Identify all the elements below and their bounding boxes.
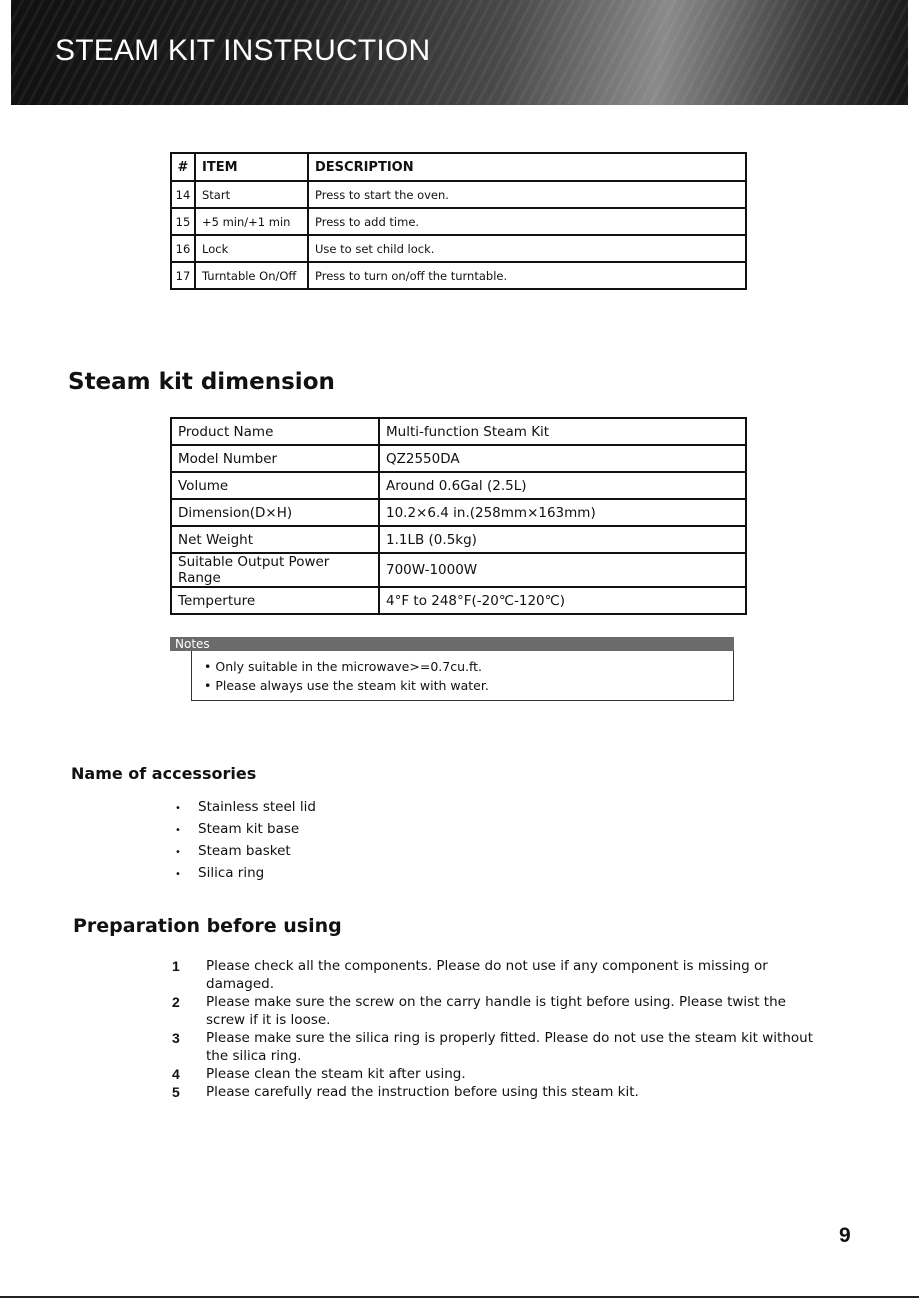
step-text: Please carefully read the instruction before using this steam kit. — [206, 1084, 639, 1100]
table-row — [171, 208, 746, 235]
list-item — [172, 957, 822, 993]
column-header-item: ITEM — [195, 153, 308, 181]
cell-number: 17 — [171, 262, 195, 289]
page-title: STEAM KIT INSTRUCTION — [55, 34, 431, 67]
cell-item: Start — [195, 181, 308, 208]
table-row — [171, 445, 746, 472]
spec-label: Volume — [171, 472, 379, 499]
accessories-heading: Name of accessories — [71, 764, 257, 783]
spec-value: Multi-function Steam Kit — [379, 418, 746, 445]
spec-label: Suitable Output Power Range — [171, 553, 379, 587]
preparation-steps — [172, 957, 822, 1101]
table-row — [171, 472, 746, 499]
bullet-icon: • — [175, 847, 181, 858]
bottom-divider — [0, 1296, 919, 1298]
spec-value: 1.1LB (0.5kg) — [379, 526, 746, 553]
cell-description: Use to set child lock. — [308, 235, 746, 262]
bullet-icon: • — [204, 659, 216, 674]
column-header-description: DESCRIPTION — [308, 153, 746, 181]
step-text: Please clean the steam kit after using. — [206, 1066, 466, 1082]
bullet-icon: • — [175, 803, 181, 814]
step-number: 1 — [172, 958, 180, 974]
table-row — [171, 181, 746, 208]
cell-number: 16 — [171, 235, 195, 262]
table-row — [171, 526, 746, 553]
notes-content — [191, 651, 734, 701]
cell-item: Turntable On/Off — [195, 262, 308, 289]
cell-description: Press to add time. — [308, 208, 746, 235]
spec-value: QZ2550DA — [379, 445, 746, 472]
table-row — [171, 553, 746, 587]
column-header-number: # — [171, 153, 195, 181]
cell-number: 15 — [171, 208, 195, 235]
notes-box — [170, 637, 734, 701]
control-items-table — [170, 152, 747, 290]
accessory-name: Steam basket — [198, 843, 291, 859]
list-item — [204, 676, 733, 695]
table-row — [171, 499, 746, 526]
table-row — [171, 418, 746, 445]
dimension-table — [170, 417, 747, 615]
notes-label: Notes — [170, 637, 734, 651]
cell-item: Lock — [195, 235, 308, 262]
table-row — [171, 235, 746, 262]
step-text: Please make sure the screw on the carry handle is tight before using. Please twist the screw if it is loose. — [206, 994, 786, 1028]
preparation-heading: Preparation before using — [73, 915, 342, 937]
spec-label: Dimension(D×H) — [171, 499, 379, 526]
bullet-icon: • — [175, 825, 181, 836]
cell-number: 14 — [171, 181, 195, 208]
step-number: 4 — [172, 1066, 180, 1082]
list-item — [175, 797, 316, 819]
bullet-icon: • — [204, 678, 216, 693]
dimension-heading: Steam kit dimension — [68, 369, 335, 395]
list-item — [175, 863, 316, 885]
step-text: Please check all the components. Please do not use if any component is missing or damaged. — [206, 958, 768, 992]
accessory-name: Steam kit base — [198, 821, 300, 837]
list-item — [172, 1029, 822, 1065]
table-row — [171, 587, 746, 614]
step-text: Please make sure the silica ring is properly fitted. Please do not use the steam kit without the silica ring. — [206, 1030, 813, 1064]
cell-description: Press to turn on/off the turntable. — [308, 262, 746, 289]
list-item — [204, 657, 733, 676]
spec-label: Temperture — [171, 587, 379, 614]
cell-item: +5 min/+1 min — [195, 208, 308, 235]
accessory-name: Stainless steel lid — [198, 799, 316, 815]
accessories-list — [175, 797, 316, 885]
spec-label: Net Weight — [171, 526, 379, 553]
page-number: 9 — [839, 1224, 851, 1247]
list-item — [172, 993, 822, 1029]
step-number: 3 — [172, 1030, 180, 1046]
list-item — [175, 841, 316, 863]
table-row — [171, 262, 746, 289]
cell-description: Press to start the oven. — [308, 181, 746, 208]
note-text: Please always use the steam kit with water. — [215, 678, 489, 693]
accessory-name: Silica ring — [198, 865, 265, 881]
note-text: Only suitable in the microwave>=0.7cu.ft. — [215, 659, 483, 674]
spec-label: Model Number — [171, 445, 379, 472]
spec-value: 700W-1000W — [379, 553, 746, 587]
list-item — [172, 1065, 822, 1083]
spec-value: 10.2×6.4 in.(258mm×163mm) — [379, 499, 746, 526]
list-item — [172, 1083, 822, 1101]
list-item — [175, 819, 316, 841]
table-header-row — [171, 153, 746, 181]
step-number: 2 — [172, 994, 180, 1010]
spec-label: Product Name — [171, 418, 379, 445]
bullet-icon: • — [175, 869, 181, 880]
spec-value: Around 0.6Gal (2.5L) — [379, 472, 746, 499]
page-header-banner — [11, 0, 908, 105]
spec-value: 4°F to 248°F(-20℃-120℃) — [379, 587, 746, 614]
step-number: 5 — [172, 1084, 180, 1100]
